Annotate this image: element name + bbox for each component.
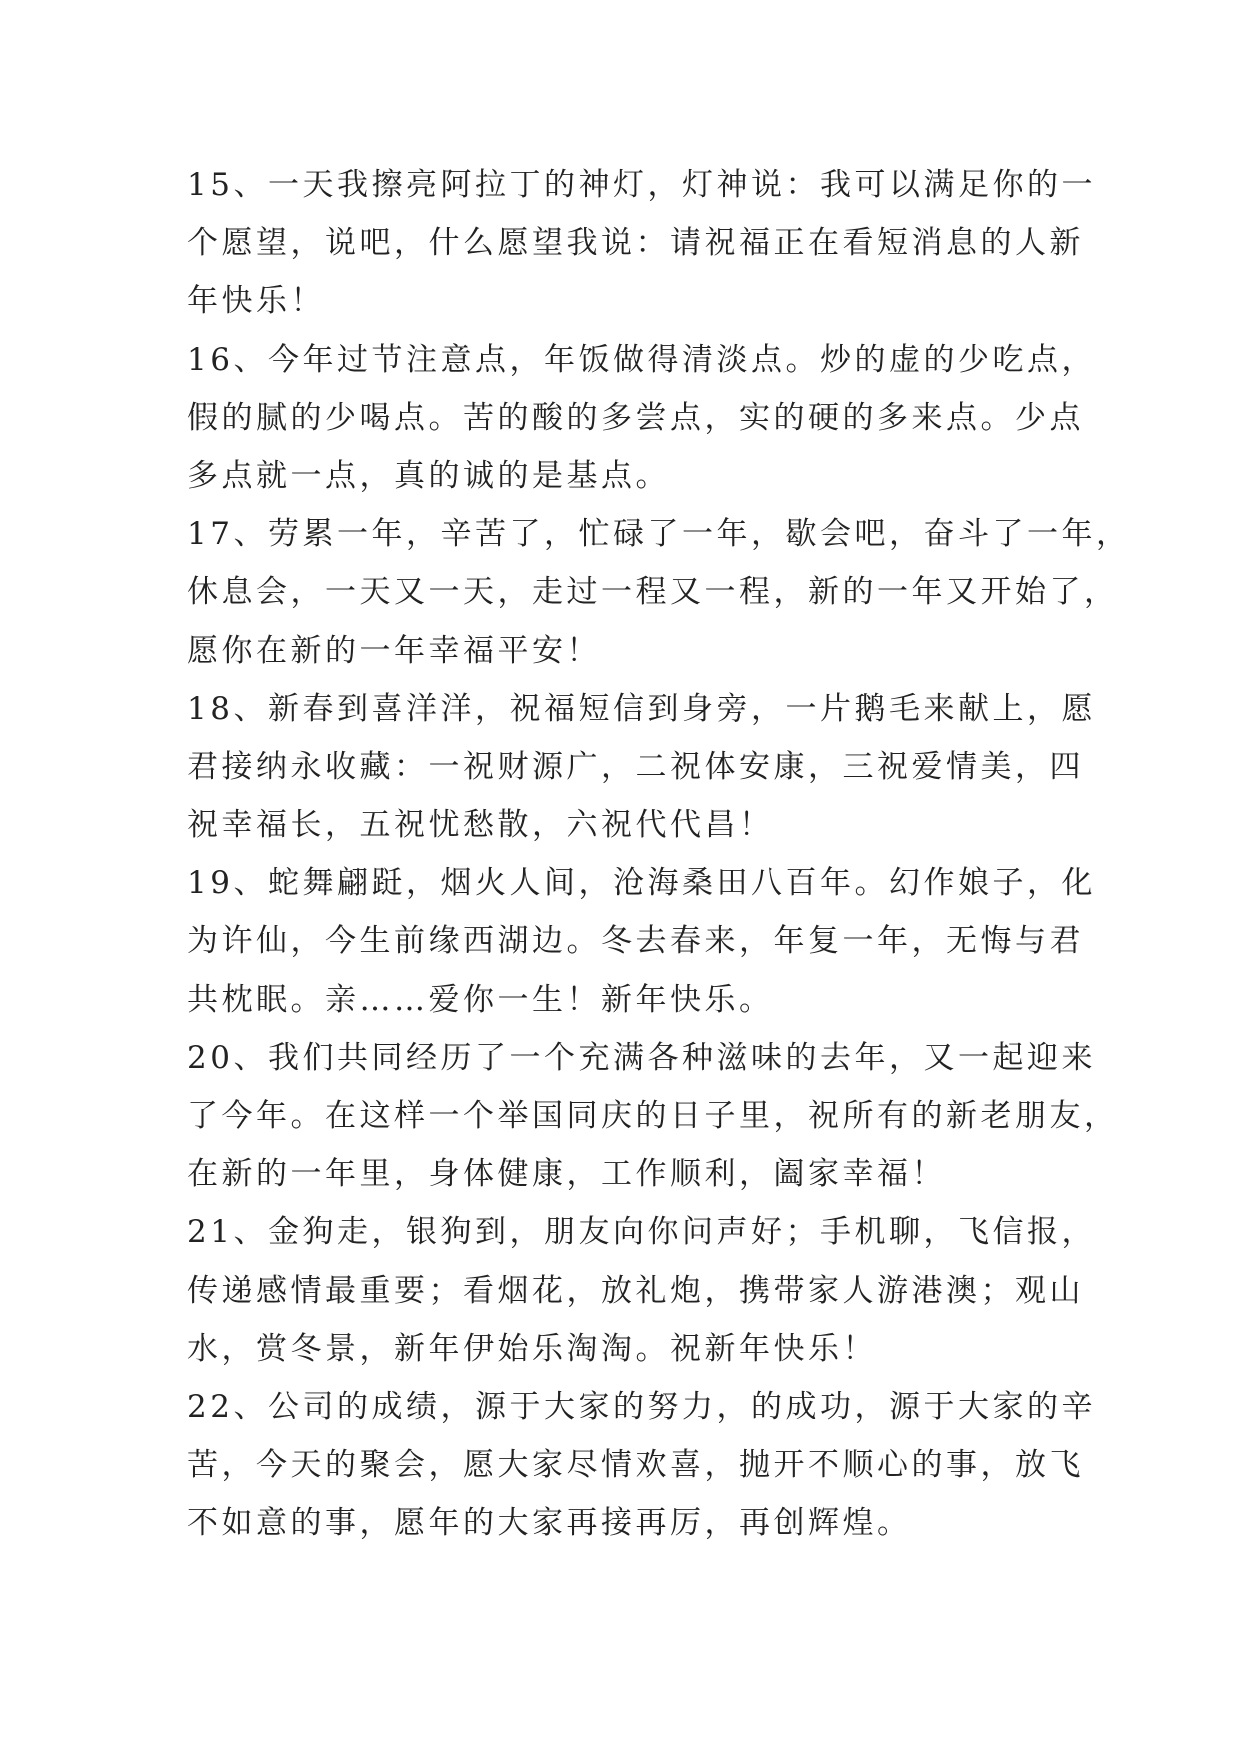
text-line: 愿你在新的一年幸福平安！ [187, 632, 601, 669]
text-line: 18、新春到喜洋洋，祝福短信到身旁，一片鹅毛来献上，愿 [187, 690, 1096, 727]
text-line: 个愿望，说吧，什么愿望我说：请祝福正在看短消息的人新 [187, 225, 1084, 262]
text-line: 君接纳永收藏：一祝财源广，二祝体安康，三祝爱情美，四 [187, 748, 1084, 785]
text-line: 22、公司的成绩，源于大家的努力，的成功，源于大家的辛 [187, 1388, 1096, 1425]
text-line: 传递感情最重要；看烟花，放礼炮，携带家人游港澳；观山 [187, 1272, 1084, 1309]
text-line: 休息会，一天又一天，走过一程又一程，新的一年又开始了， [187, 574, 1119, 611]
text-line: 苦，今天的聚会，愿大家尽情欢喜，抛开不顺心的事，放飞 [187, 1447, 1084, 1484]
text-line: 假的腻的少喝点。苦的酸的多尝点，实的硬的多来点。少点 [187, 399, 1084, 436]
wish-entry-20 [187, 1029, 1119, 1204]
text-line: 多点就一点，真的诚的是基点。 [187, 457, 670, 494]
text-line: 21、金狗走，银狗到，朋友向你问声好；手机聊，飞信报， [187, 1214, 1096, 1251]
text-line: 19、蛇舞翩跹，烟火人间，沧海桑田八百年。幻作娘子，化 [187, 865, 1096, 902]
text-line: 共枕眠。亲……爱你一生！新年快乐。 [187, 981, 774, 1018]
text-line: 水，赏冬景，新年伊始乐淘淘。祝新年快乐！ [187, 1330, 877, 1367]
text-line: 了今年。在这样一个举国同庆的日子里，祝所有的新老朋友， [187, 1098, 1119, 1134]
wish-entry-22 [187, 1378, 1096, 1553]
text-line: 年快乐！ [187, 283, 325, 320]
wish-entry-16 [187, 331, 1096, 506]
text-line: 17、劳累一年，辛苦了，忙碌了一年，歇会吧，奋斗了一年， [187, 516, 1131, 553]
text-line: 15、一天我擦亮阿拉丁的神灯，灯神说：我可以满足你的一 [187, 167, 1096, 203]
document-body [187, 156, 1131, 1553]
text-line: 在新的一年里，身体健康，工作顺利，阖家幸福！ [187, 1156, 946, 1193]
text-line: 为许仙，今生前缘西湖边。冬去春来，年复一年，无悔与君 [187, 923, 1084, 960]
text-line: 不如意的事，愿年的大家再接再厉，再创辉煌。 [187, 1505, 912, 1542]
wish-entry-17 [187, 505, 1131, 680]
text-line: 16、今年过节注意点，年饭做得清淡点。炒的虚的少吃点， [187, 341, 1096, 378]
wish-entry-18 [187, 680, 1096, 855]
text-line: 祝幸福长，五祝忧愁散，六祝代代昌！ [187, 807, 774, 844]
wish-entry-21 [187, 1203, 1096, 1378]
wish-entry-19 [187, 854, 1096, 1029]
wish-entry-15 [187, 156, 1096, 331]
text-line: 20、我们共同经历了一个充满各种滋味的去年，又一起迎来 [187, 1039, 1096, 1076]
